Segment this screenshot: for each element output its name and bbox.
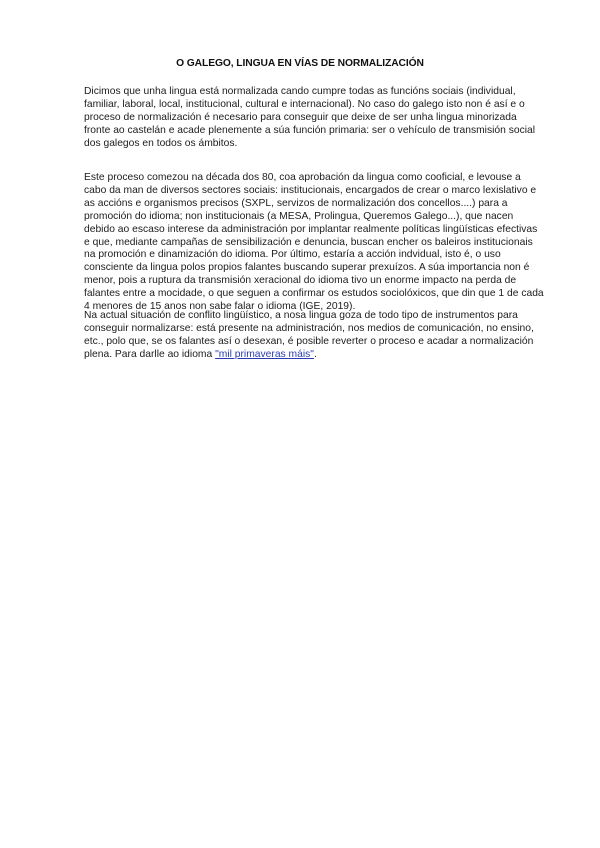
mil-primaveras-link[interactable]: "mil primaveras máis": [215, 348, 314, 360]
paragraph-2: Este proceso comezou na década dos 80, coa aprobación da lingua como cooficial, e levouse a cabo da man de diversos sectores sociais: institucionais, encargados de crear o marco lexislativo e as accións e organismos precisos (SXPL, servizos de normalización dos concellos....) para a promoción do idioma; non institucionais (a MESA, Prolingua, Queremos Galego...), que nacen debido ao escaso interese da administración por implantar realmente políticas lingüísticas efectivas e que, mediante campañas de sensibilización e denuncia, buscan encher os baleiros institucionais na promoción e dinamización do idioma. Por último, estaría a acción indvidual, isto é, o uso consciente da lingua polos propios falantes buscando superar prexuízos. A súa importancia non é menor, pois a ruptura da transmisión xeracional do idioma tivo un enorme impacto na perda de falantes entre a mocidade, o que seguen a confirmar os estudos sociolóxicos, que din que 1 de cada 4 menores de 15 anos non sabe falar o idioma (IGE, 2019).: [84, 172, 544, 313]
paragraph-3-end: .: [313, 348, 317, 360]
document-title: O GALEGO, LINGUA EN VÍAS DE NORMALIZACIÓN: [176, 58, 424, 69]
paragraph-3-text: Na actual situación de conflito lingüístico, a nosa lingua goza de todo tipo de instrumentos para conseguir normalizarse: está presente na administración, nos medios de comunicación, no ensino, etc., polo que, se os falantes así o desexan, é posible reverter o proceso e acadar a normalización plena. Para darlle ao idioma: [84, 310, 534, 360]
paragraph-1: Dicimos que unha lingua está normalizada cando cumpre todas as funcións sociais (individual, familiar, laboral, local, institucional, cultural e internacional). No caso do galego isto non é así e o proceso de normalización é necesario para conseguir que deixe de ser unha lingua minorizada fronte ao castelán e acade plenemente a súa función primaria: ser o vehículo de transmisión social dos galegos en todos os ámbitos.: [84, 86, 536, 149]
paragraph-3: [84, 310, 544, 362]
